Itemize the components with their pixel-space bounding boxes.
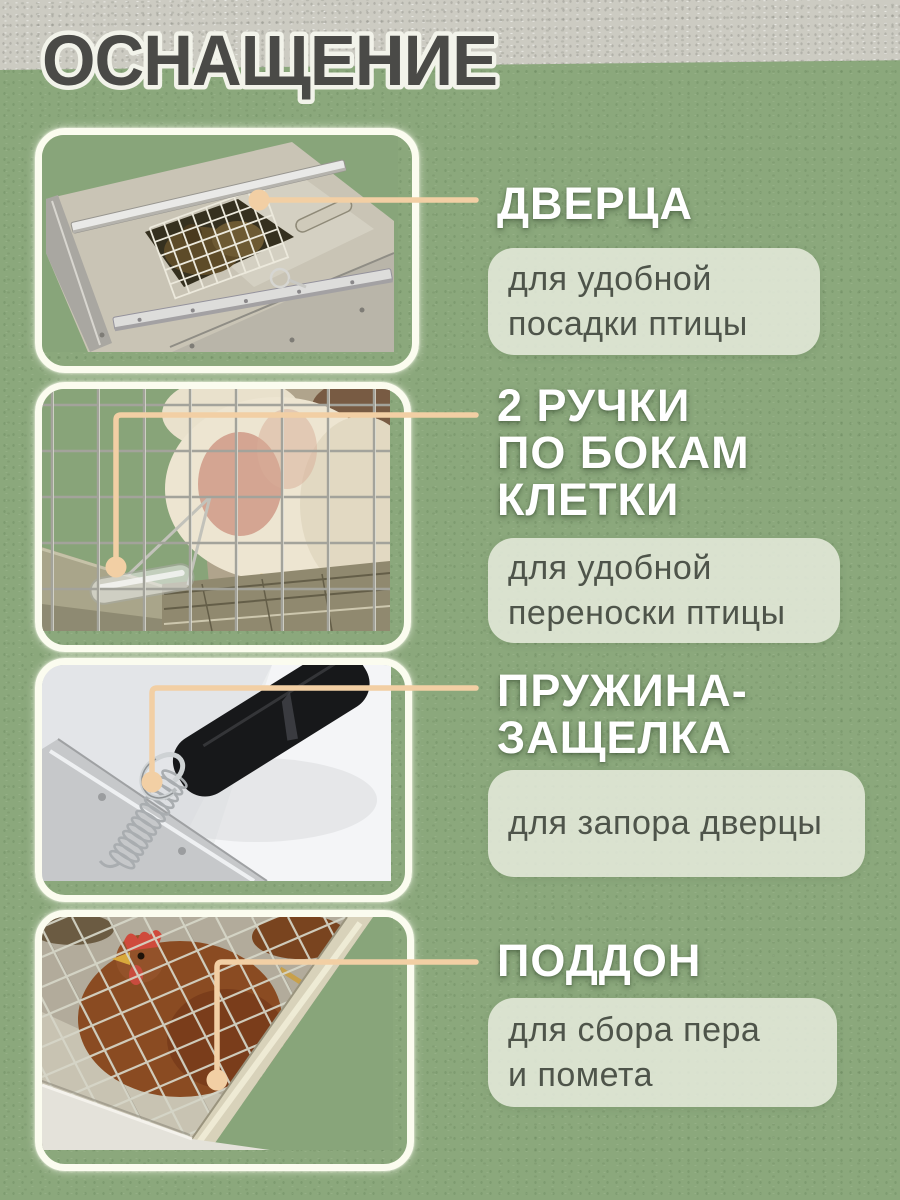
feature-description-tray — [488, 998, 837, 1107]
spring-latch-photo-illustration — [42, 665, 391, 881]
description-line: посадки птицы — [508, 304, 748, 343]
page-title-text: ОСНАЩЕНИЕ — [42, 26, 497, 101]
description-line: для удобной — [508, 259, 712, 298]
heading-line: ПО БОКАМ — [497, 427, 750, 478]
page-title — [40, 26, 560, 110]
handles-photo-illustration — [42, 389, 390, 631]
photo-frame-tray — [35, 910, 414, 1171]
photo-frame-handles — [35, 382, 411, 652]
feature-heading-handles — [497, 382, 750, 523]
description-line: для удобной — [508, 548, 712, 587]
photo-frame-spring-latch — [35, 658, 412, 902]
feature-heading-tray — [497, 937, 701, 984]
heading-line: ЗАЩЕЛКА — [497, 712, 733, 763]
feature-heading-door — [497, 180, 693, 227]
heading-line: ДВЕРЦА — [497, 178, 693, 229]
description-line: для сбора пера — [508, 1010, 761, 1049]
description-line: переноски птицы — [508, 593, 786, 632]
feature-heading-spring-latch — [497, 667, 748, 761]
feature-description-door — [488, 248, 820, 355]
description-line: и помета — [508, 1055, 654, 1094]
heading-line: КЛЕТКИ — [497, 474, 680, 525]
heading-line: ПОДДОН — [497, 935, 702, 986]
heading-line: 2 РУЧКИ — [497, 380, 691, 431]
tray-photo-illustration — [42, 917, 393, 1150]
description-line: для запора дверцы — [508, 804, 823, 842]
feature-description-spring-latch — [488, 770, 865, 877]
door-photo-illustration — [42, 135, 398, 352]
photo-frame-door — [35, 128, 419, 373]
heading-line: ПРУЖИНА- — [497, 665, 748, 716]
feature-description-handles — [488, 538, 840, 643]
